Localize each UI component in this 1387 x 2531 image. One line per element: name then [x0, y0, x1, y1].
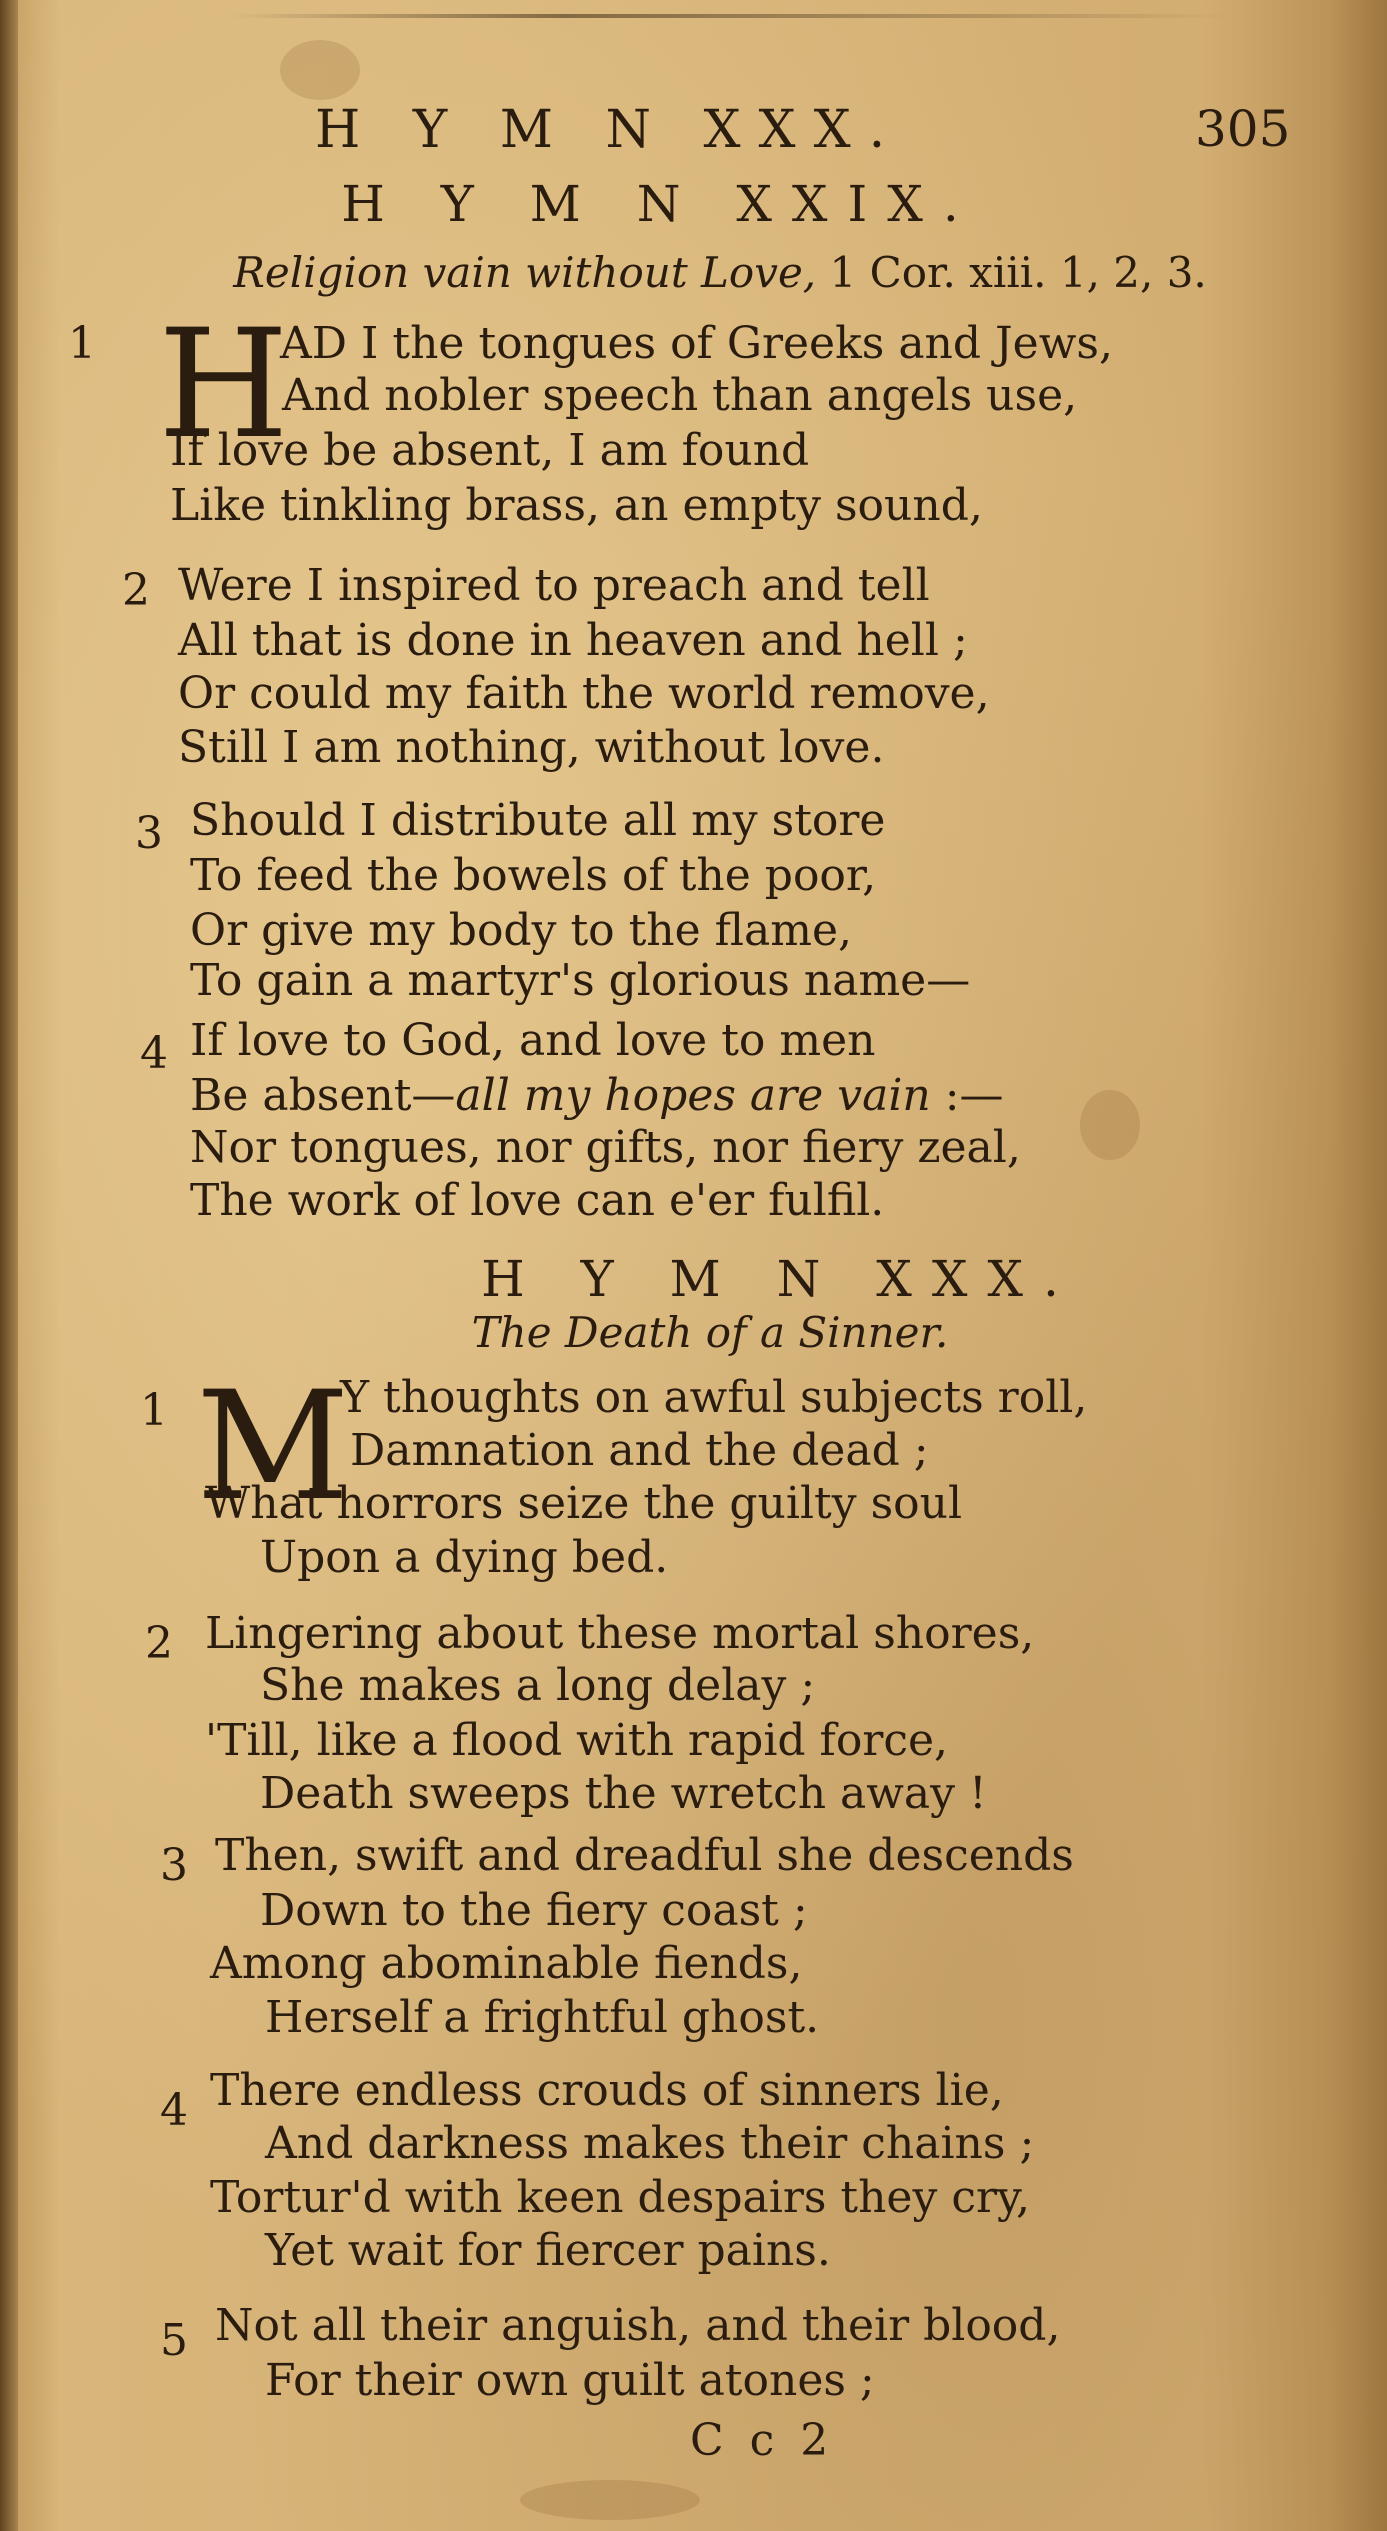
verse-line: Down to the fiery coast ; [260, 1885, 808, 1936]
verse-line: Lingering about these mortal shores, [205, 1608, 1035, 1659]
verse-line: 'Till, like a flood with rapid force, [205, 1715, 949, 1766]
verse-number: 5 [160, 2315, 188, 2366]
verse-line: She makes a long delay ; [260, 1660, 816, 1711]
spine-shadow [0, 0, 18, 2531]
verse-line: AD I the tongues of Greeks and Jews, [280, 318, 1113, 369]
drop-cap: M [196, 1360, 350, 1534]
signature-mark: C c 2 [690, 2415, 835, 2466]
verse-number: 2 [122, 565, 150, 616]
verse-number: 4 [160, 2085, 188, 2136]
verse-line: Not all their anguish, and their blood, [215, 2300, 1061, 2351]
top-rule [230, 14, 1230, 18]
verse-line: Should I distribute all my store [190, 795, 886, 846]
verse-line: To feed the bowels of the poor, [190, 850, 877, 901]
verse-line: Or give my body to the flame, [190, 905, 852, 956]
verse-line: There endless crouds of sinners lie, [210, 2065, 1004, 2116]
verse-number: 2 [145, 1618, 173, 1669]
verse-line: If love be absent, I am found [170, 425, 810, 476]
hymn-29-title-text: Religion vain without Love, [233, 248, 817, 297]
verse-line: Or could my faith the world remove, [178, 668, 990, 719]
verse-line: All that is done in heaven and hell ; [178, 615, 968, 666]
verse-line: Tortur'd with keen despairs they cry, [210, 2172, 1030, 2223]
verse-line: Be absent—all my hopes are vain :— [190, 1070, 1004, 1121]
verse-number: 3 [160, 1840, 188, 1891]
verse-line: Among abominable fiends, [210, 1938, 803, 1989]
verse-line: Y thoughts on awful subjects roll, [340, 1372, 1088, 1423]
running-head: H Y M N XXX. [315, 100, 904, 160]
verse-line: Death sweeps the wretch away ! [260, 1768, 987, 1819]
verse-line: Upon a dying bed. [260, 1532, 669, 1583]
drop-cap: H [158, 298, 289, 472]
verse-line: Damnation and the dead ; [350, 1425, 929, 1476]
verse-line: Were I inspired to preach and tell [178, 560, 930, 611]
verse-line: And nobler speech than angels use, [282, 370, 1078, 421]
verse-line: The work of love can e'er fulfil. [190, 1175, 885, 1226]
verse-line: Nor tongues, nor gifts, nor fiery zeal, [190, 1122, 1021, 1173]
verse-line: Yet wait for fiercer pains. [265, 2225, 831, 2276]
verse-line: Like tinkling brass, an empty sound, [170, 480, 983, 531]
emphasis-text: all my hopes are vain [455, 1070, 931, 1121]
page-number: 305 [1195, 100, 1291, 158]
verse-line: Still I am nothing, without love. [178, 722, 885, 773]
paper-stain [1080, 1090, 1140, 1160]
verse-number: 1 [68, 318, 96, 369]
paper-stain [280, 40, 360, 100]
hymn-29-heading: H Y M N XXIX. [341, 175, 979, 233]
hymn-29-title [180, 248, 1260, 297]
verse-line: If love to God, and love to men [190, 1015, 876, 1066]
verse-line: For their own guilt atones ; [265, 2355, 875, 2406]
verse-line: Herself a frightful ghost. [265, 1992, 820, 2043]
paper-stain [520, 2480, 700, 2520]
verse-line: What horrors seize the guilty soul [205, 1478, 963, 1529]
verse-number: 4 [140, 1028, 168, 1079]
verse-line: And darkness makes their chains ; [265, 2118, 1035, 2169]
verse-number: 3 [135, 808, 163, 859]
verse-line: To gain a martyr's glorious name— [190, 955, 971, 1006]
hymn-30-heading: H Y M N XXX. [481, 1250, 1079, 1308]
verse-number: 1 [140, 1385, 168, 1436]
hymn-29-scripture-reference: 1 Cor. xiii. 1, 2, 3. [829, 248, 1207, 297]
hymn-30-title: The Death of a Sinner. [471, 1308, 949, 1357]
verse-line: Then, swift and dreadful she descends [215, 1830, 1074, 1881]
